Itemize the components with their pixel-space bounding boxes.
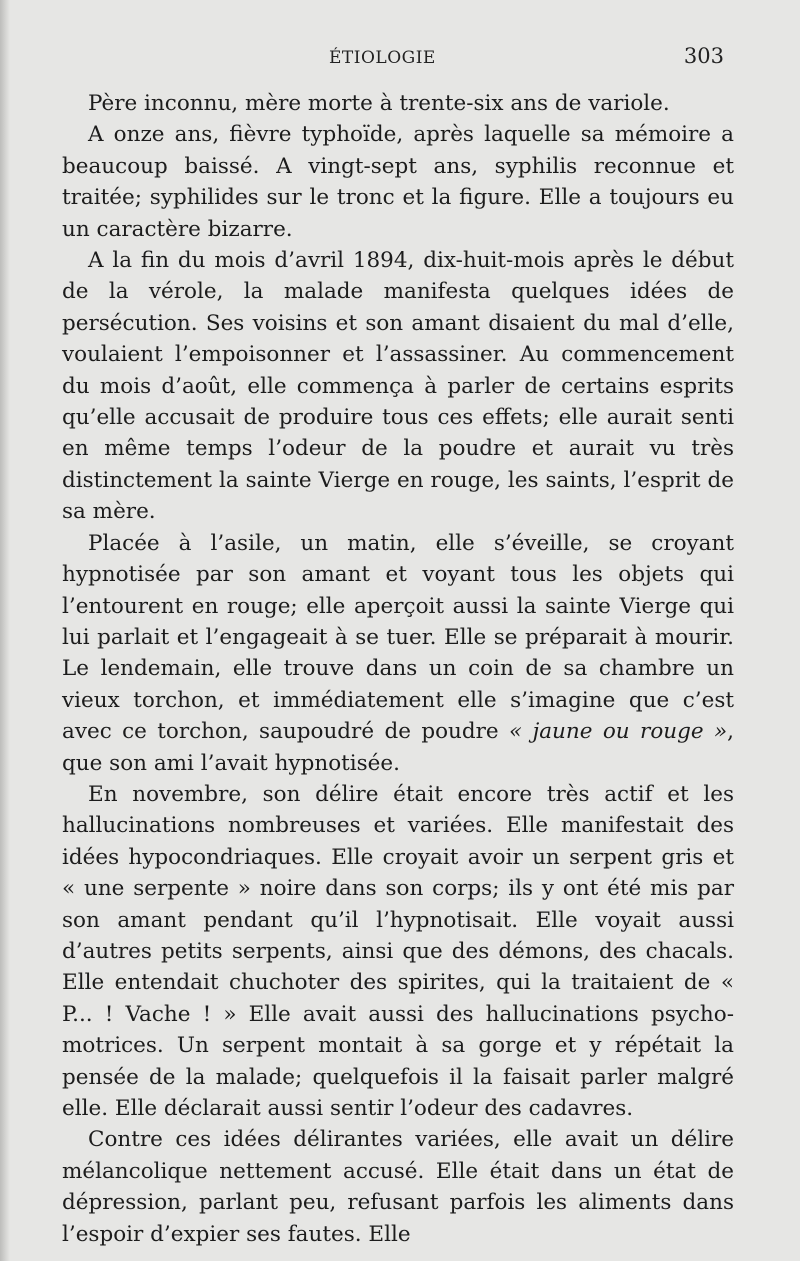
paragraph-text-before: Placée à l’asile, un matin, elle s’éveille, se croyant hypnotisée par son amant et voyant tous les objets qui l’entourent en rouge; elle aperçoit aussi la sainte Vierge qui lui parlait et l’engageait à se tuer. Elle se préparait à mourir. Le lendemain, elle trouve dans un coin de sa chambre un vieux torchon, et immédiatement elle s’imagine que c’est avec ce torchon, saupoudré de poudre: [62, 530, 734, 745]
paragraph-family-history: Père inconnu, mère morte à trente-six ans de variole.: [88, 91, 670, 116]
running-title: ÉTIOLOGIE: [329, 48, 436, 68]
paragraph-text-after: , que son ami l’avait hypnotisée.: [62, 719, 734, 776]
paragraph-medical-history: A onze ans, fièvre typhoïde, après laquelle sa mémoire a beaucoup baissé. A vingt-sept ans, syphilis reconnue et traitée; syphilides sur le tronc et la figure. Elle a toujours eu un caractère bizarre.: [62, 122, 734, 242]
page-header: [62, 44, 734, 78]
body-text: [62, 88, 734, 1250]
paragraph-november-hallucinations: En novembre, son délire était encore très actif et les hallucinations nombreuses et variées. Elle manifestait des idées hypocondriaques. Elle croyait avoir un serpent gris et « une serpente » noire dans son corps; ils y ont été mis par son amant pendant qu’il l’hypnotisait. Elle voyait aussi d’autres petits serpents, ainsi que des démons, des chacals. Elle entendait chuchoter des spirites, qui la traitaient de « P... ! Vache ! » Elle avait aussi des hallucinations psycho-motrices. Un serpent montait à sa gorge et y répétait la pensée de la malade; quelquefois il la faisait parler malgré elle. Elle déclarait aussi sentir l’odeur des cadavres.: [62, 781, 734, 1121]
page-gutter-shadow: [0, 0, 10, 1261]
emphasized-quote: « jaune ou rouge »: [509, 719, 728, 745]
paragraph-onset-persecution: A la fin du mois d’avril 1894, dix-huit-mois après le début de la vérole, la malade manifesta quelques idées de persécution. Ses voisins et son amant disaient du mal d’elle, voulaient l’empoisonner et l’assassiner. Au commencement du mois d’août, elle commença à parler de certains esprits qu’elle accusait de produire tous ces effets; elle aurait senti en même temps l’odeur de la poudre et aurait vu très distinctement la sainte Vierge en rouge, les saints, l’esprit de sa mère.: [62, 248, 734, 525]
paragraph-asylum-admission: [62, 528, 734, 779]
page-number: 303: [683, 44, 724, 68]
paragraph-melancholic-delirium: Contre ces idées délirantes variées, elle avait un délire mélancolique nettement accusé. Elle était dans un état de dépression, parlant peu, refusant parfois les aliments dans l’espoir d’expier ses fautes. Elle: [62, 1127, 734, 1247]
